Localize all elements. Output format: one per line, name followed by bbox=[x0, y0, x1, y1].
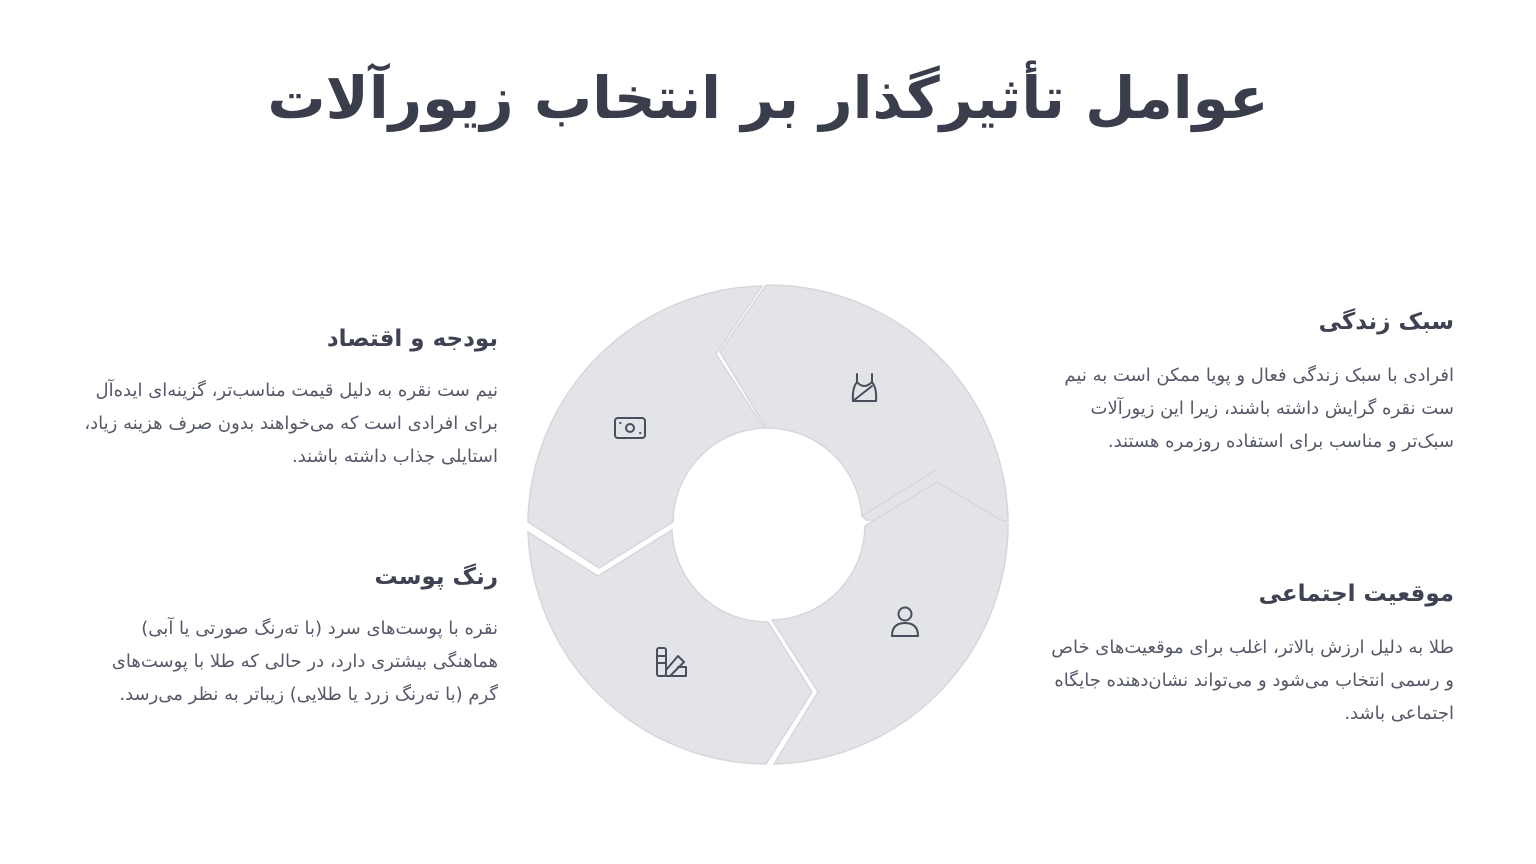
factor-social-status-heading: موقعیت اجتماعی bbox=[1258, 581, 1454, 607]
page-title: عوامل تأثیرگذار بر انتخاب زیورآلات bbox=[267, 64, 1269, 132]
cycle-segment-lifestyle bbox=[720, 285, 1008, 521]
factor-social-status-text: طلا به دلیل ارزش بالاتر، اغلب برای موقعیت‌های خاص و رسمی انتخاب می‌شود و می‌تواند نشان‌دهنده جایگاه اجتماعی باشد. bbox=[1051, 637, 1454, 724]
factor-budget-text: نیم ست نقره به دلیل قیمت مناسب‌تر، گزینه‌ای ایده‌آل برای افرادی است که می‌خواهند بدون صرف هزینه زیاد، استایلی جذاب داشته باشند. bbox=[84, 380, 498, 467]
cycle-diagram bbox=[520, 276, 1020, 776]
factor-social-status bbox=[1038, 577, 1454, 730]
factor-budget bbox=[80, 322, 498, 473]
factor-lifestyle-heading: سبک زندگی bbox=[1318, 309, 1454, 335]
cycle-segment-skin-tone bbox=[528, 530, 812, 764]
factor-lifestyle-text: افرادی با سبک زندگی فعال و پویا ممکن است به نیم ست نقره گرایش داشته باشند، زیرا این زیورآلات سبک‌تر و مناسب برای استفاده روزمره هستند. bbox=[1064, 365, 1454, 452]
factor-lifestyle bbox=[1038, 305, 1454, 458]
factor-skin-tone-text: نقره با پوست‌های سرد (با ته‌رنگ صورتی یا آبی) هماهنگی بیشتری دارد، در حالی که طلا با پوست‌های گرم (با ته‌رنگ زرد یا طلایی) زیباتر به نظر می‌رسد. bbox=[111, 618, 498, 705]
factor-skin-tone bbox=[80, 560, 498, 711]
factor-skin-tone-heading: رنگ پوست bbox=[374, 564, 498, 590]
cycle-segment-social-status bbox=[772, 482, 1008, 764]
factor-budget-heading: بودجه و اقتصاد bbox=[326, 326, 498, 352]
